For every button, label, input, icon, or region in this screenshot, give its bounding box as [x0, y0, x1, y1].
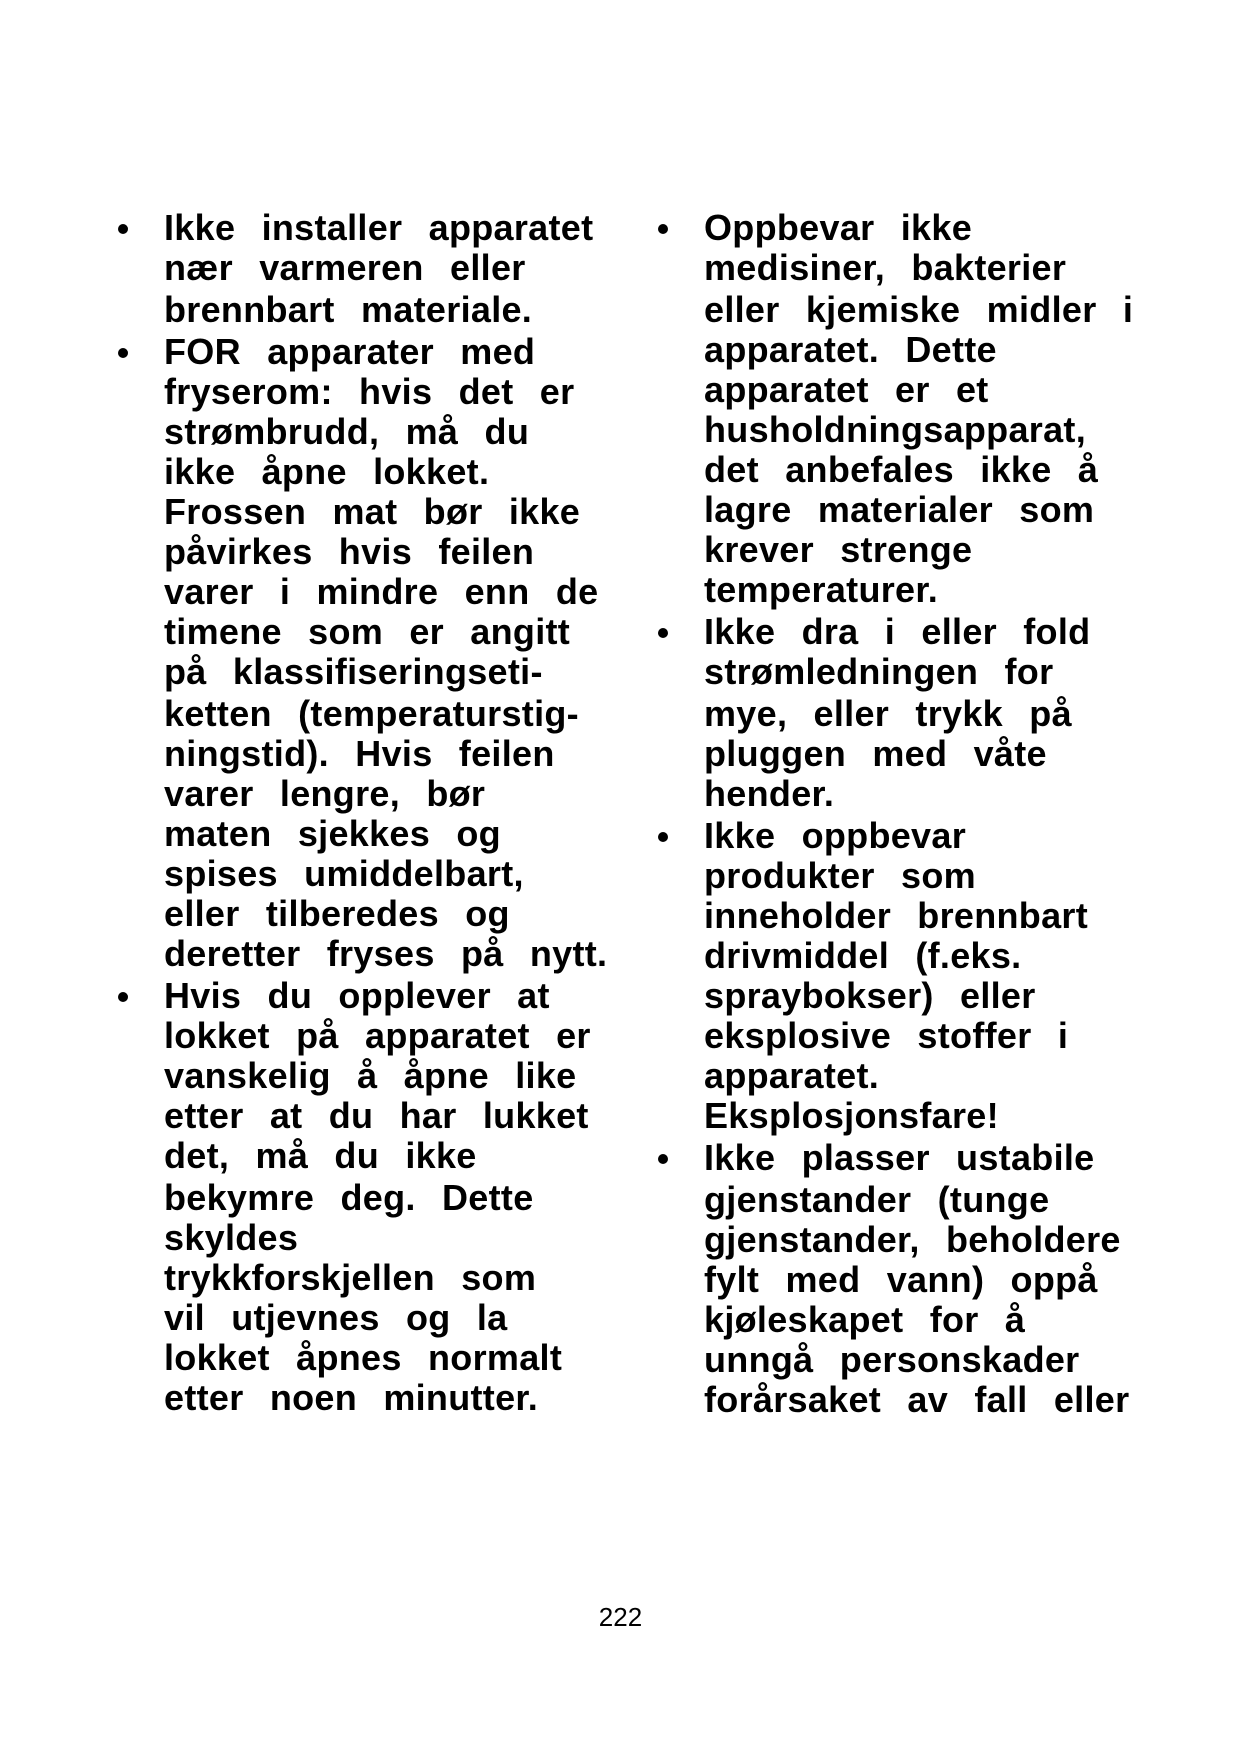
list-item-line: unngå personskader [704, 1339, 1080, 1380]
bullet-icon [118, 224, 128, 234]
list-item-line: apparatet er et [704, 369, 989, 410]
bullet-icon [658, 628, 668, 638]
list-item-line: Eksplosjonsfare! [704, 1095, 999, 1136]
list-item-line: apparatet. Dette [704, 329, 997, 370]
list-item-line: gjenstander (tunge [704, 1179, 1050, 1220]
bullet-icon [118, 992, 128, 1002]
list-item-line: lagre materialer som [704, 489, 1095, 530]
list-item-line: strømbrudd, må du [164, 411, 530, 452]
list-item-line: apparatet. [704, 1055, 880, 1096]
list-item-line: varer lengre, bør [164, 773, 486, 814]
list-item-line: på klassifiseringseti- [164, 651, 543, 692]
list-item-line: etter at du har lukket [164, 1095, 589, 1136]
list-item-line: nær varmeren eller [164, 247, 526, 288]
list-item-line: deretter fryses på nytt. [164, 933, 608, 974]
list-item-line: det, må du ikke [164, 1135, 477, 1176]
list-item-line: varer i mindre enn de [164, 571, 599, 612]
list-item-line: Frossen mat bør ikke [164, 491, 581, 532]
list-item-line: trykkforskjellen som [164, 1257, 537, 1298]
list-item-line: brennbart materiale. [164, 289, 533, 330]
list-item-line: gjenstander, beholdere [704, 1219, 1121, 1260]
list-item-line: lokket åpnes normalt [164, 1337, 563, 1378]
list-item-line: produkter som [704, 855, 976, 896]
list-item-line: Oppbevar ikke [704, 207, 973, 248]
list-item-line: spraybokser) eller [704, 975, 1036, 1016]
list-item-line: eller tilberedes og [164, 893, 510, 934]
list-item-line: pluggen med våte [704, 733, 1047, 774]
list-item-line: spises umiddelbart, [164, 853, 524, 894]
list-item-line: fryserom: hvis det er [164, 371, 575, 412]
list-item-line: FOR apparater med [164, 331, 536, 372]
list-item-line: vanskelig å åpne like [164, 1055, 577, 1096]
list-item-line: ikke åpne lokket. [164, 451, 490, 492]
bullet-icon [658, 224, 668, 234]
list-item-line: Ikke oppbevar [704, 815, 967, 856]
list-item-line: påvirkes hvis feilen [164, 531, 535, 572]
list-item-line: etter noen minutter. [164, 1377, 539, 1418]
list-item-line: husholdningsapparat, [704, 409, 1087, 450]
list-item-line: drivmiddel (f.eks. [704, 935, 1022, 976]
list-item-line: kjøleskapet for å [704, 1299, 1026, 1340]
list-item-line: eller kjemiske midler i [704, 289, 1134, 330]
list-item-line: eksplosive stoffer i [704, 1015, 1069, 1056]
list-item-line: krever strenge [704, 529, 973, 570]
list-item-line: lokket på apparatet er [164, 1015, 591, 1056]
list-item-line: inneholder brennbart [704, 895, 1089, 936]
list-item-line: Ikke installer apparatet [164, 207, 594, 248]
right-column [640, 0, 1160, 1580]
bullet-icon [658, 1154, 668, 1164]
list-item-line: strømledningen for [704, 651, 1054, 692]
left-column [100, 0, 620, 1580]
list-item-line: timene som er angitt [164, 611, 571, 652]
list-item-line: ningstid). Hvis feilen [164, 733, 555, 774]
list-item-line: maten sjekkes og [164, 813, 501, 854]
list-item-line: det anbefales ikke å [704, 449, 1099, 490]
list-item-line: bekymre deg. Dette [164, 1177, 534, 1218]
list-item-line: Hvis du opplever at [164, 975, 550, 1016]
list-item-line: mye, eller trykk på [704, 693, 1072, 734]
list-item-line: skyldes [164, 1217, 299, 1258]
list-item-line: hender. [704, 773, 835, 814]
bullet-icon [658, 832, 668, 842]
bullet-icon [118, 348, 128, 358]
list-item-line: Ikke plasser ustabile [704, 1137, 1095, 1178]
list-item-line: forårsaket av fall eller [704, 1379, 1130, 1420]
list-item-line: fylt med vann) oppå [704, 1259, 1098, 1300]
list-item-line: medisiner, bakterier [704, 247, 1067, 288]
list-item-line: ketten (temperaturstig- [164, 693, 579, 734]
page-number: 222 [598, 1602, 643, 1632]
list-item-line: vil utjevnes og la [164, 1297, 508, 1338]
list-item-line: temperaturer. [704, 569, 938, 610]
list-item-line: Ikke dra i eller fold [704, 611, 1091, 652]
